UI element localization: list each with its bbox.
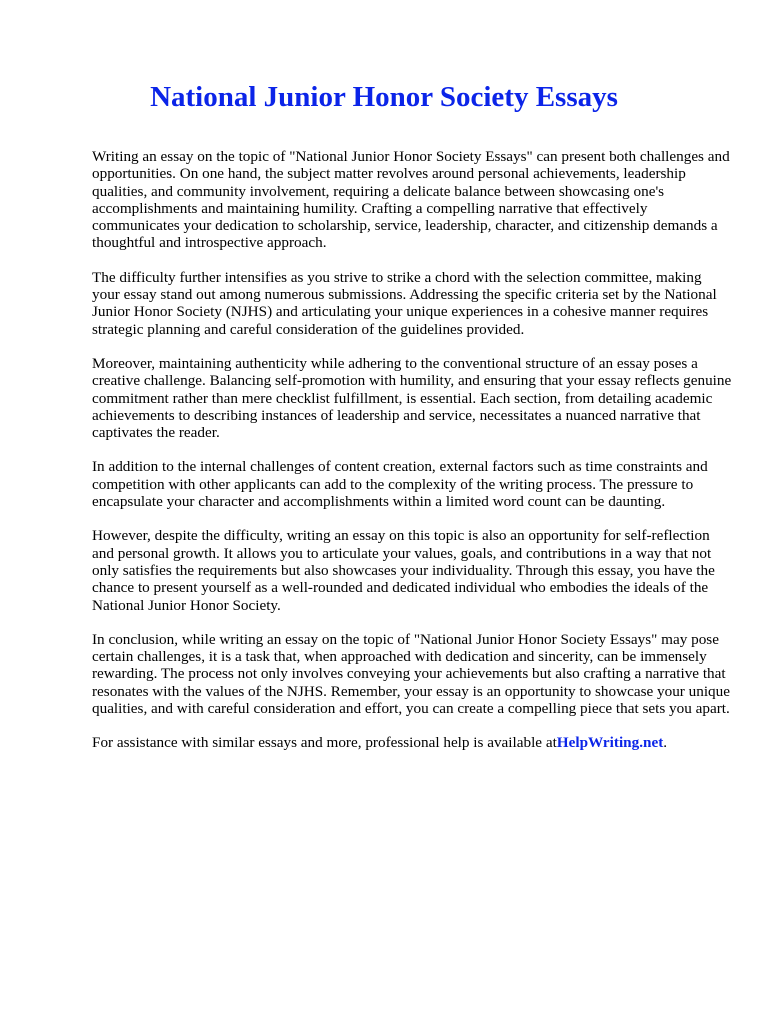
paragraph-3: Moreover, maintaining authenticity while adhering to the conventional structure of an essay poses a creative challenge. Balancing self-promotion with humility, and ensuring that your essay reflects genuine commitment rather than mere checklist fulfillment, is essential. Each section, from detailing academic achievements to describing instances of leadership and service, necessitates a nuanced narrative that captivates the reader.	[92, 354, 732, 442]
footer-paragraph	[92, 734, 732, 751]
essay-body	[92, 148, 732, 769]
paragraph-4: In addition to the internal challenges of content creation, external factors such as time constraints and competition with other applicants can add to the complexity of the writing process. The pressure to encapsulate your character and accomplishments within a limited word count can be daunting.	[92, 458, 708, 511]
paragraph-1: Writing an essay on the topic of "National Junior Honor Society Essays" can present both challenges and opportunities. On one hand, the subject matter revolves around personal achievements, leadership qualities, and community involvement, requiring a delicate balance between showcasing one's accomplishments and maintaining humility. Crafting a compelling narrative that effectively communicates your dedication to scholarship, service, leadership, character, and citizenship demands a thoughtful and introspective approach.	[92, 148, 730, 252]
page-title: National Junior Honor Society Essays	[150, 81, 618, 113]
helpwriting-link[interactable]: HelpWriting.net	[556, 734, 664, 752]
footer-text: For assistance with similar essays and more, professional help is available at	[92, 734, 557, 752]
paragraph-5: However, despite the difficulty, writing an essay on this topic is also an opportunity for self-reflection and personal growth. It allows you to articulate your values, goals, and contributions in a way that not only satisfies the requirements but also showcases your individuality. Through this essay, you have the chance to present yourself as a well-rounded and dedicated individual who embodies the ideals of the National Junior Honor Society.	[92, 527, 715, 614]
paragraph-2: The difficulty further intensifies as you strive to strike a chord with the selection committee, making your essay stand out among numerous submissions. Addressing the specific criteria set by the National Junior Honor Society (NJHS) and articulating your unique experiences in a cohesive manner requires strategic planning and careful consideration of the guidelines provided.	[92, 268, 717, 338]
footer-suffix: .	[663, 734, 668, 752]
paragraph-6: In conclusion, while writing an essay on the topic of "National Junior Honor Society Essays" may pose certain challenges, it is a task that, when approached with dedication and sincerity, can be immensely rewarding. The process not only involves conveying your achievements but also crafting a narrative that resonates with the values of the NJHS. Remember, your essay is an opportunity to showcase your unique qualities, and with careful consideration and effort, you can create a compelling piece that sets you apart.	[92, 630, 730, 718]
